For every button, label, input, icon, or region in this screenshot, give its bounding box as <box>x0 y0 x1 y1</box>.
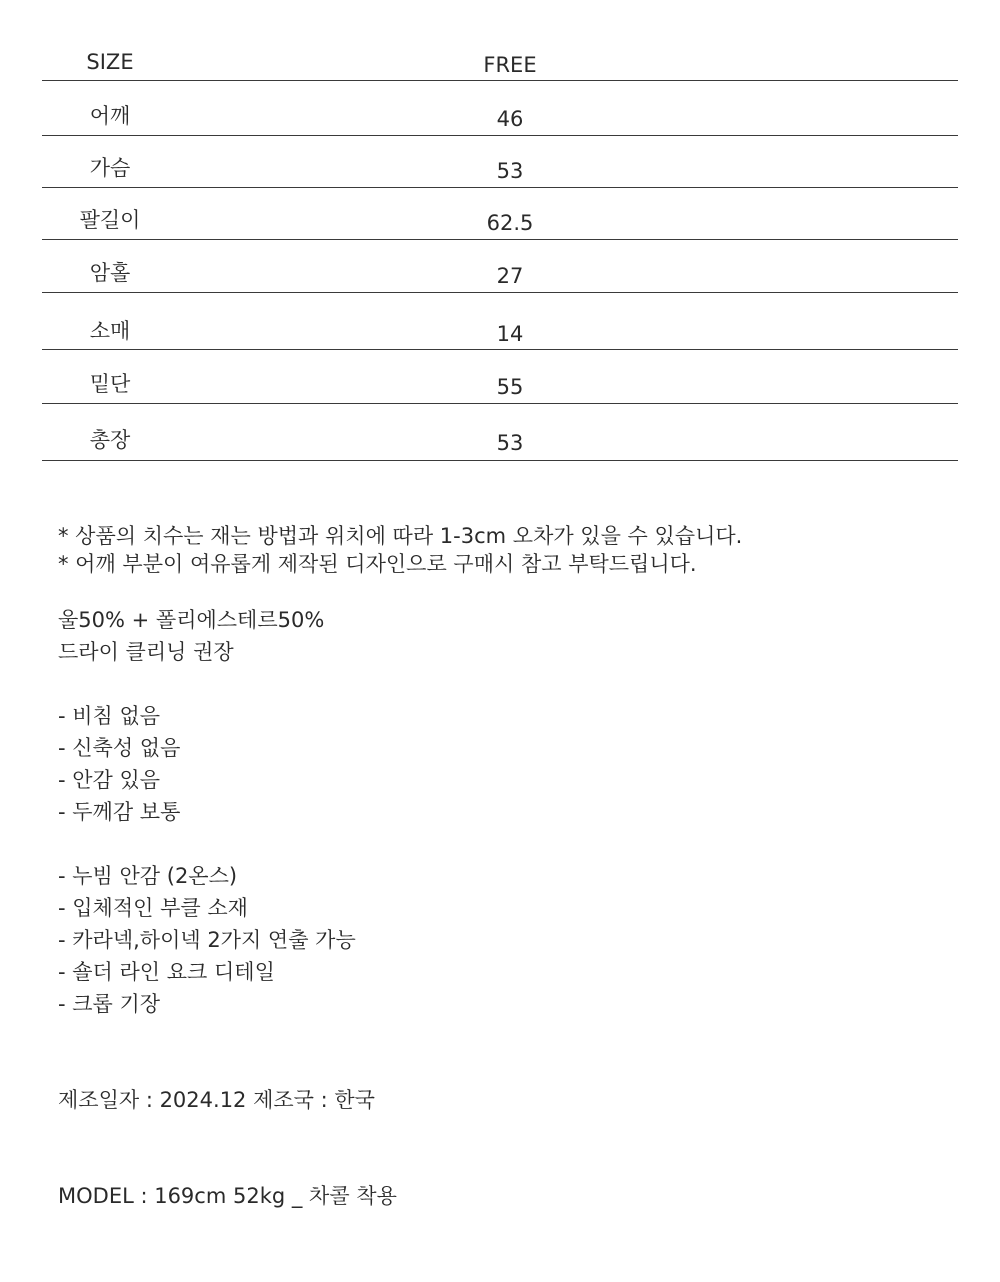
property-item: - 두께감 보통 <box>58 800 181 824</box>
size-table-header <box>42 40 958 81</box>
size-row-label: 소매 <box>89 319 131 343</box>
size-row-label: 총장 <box>89 428 131 452</box>
size-header-value: FREE <box>483 53 537 77</box>
size-row-armhole <box>42 240 958 293</box>
size-row-value: 46 <box>496 107 524 131</box>
size-row-label: 밑단 <box>89 372 131 396</box>
disclaimer-measurement: * 상품의 치수는 재는 방법과 위치에 따라 1-3cm 오차가 있을 수 있습니다. <box>58 524 743 548</box>
size-row-label: 암홀 <box>89 261 131 285</box>
feature-item: - 카라넥,하이넥 2가지 연출 가능 <box>58 928 356 952</box>
care-text: 드라이 클리닝 권장 <box>58 640 234 664</box>
feature-item: - 누빔 안감 (2온스) <box>58 864 238 888</box>
size-row-value: 27 <box>496 264 524 288</box>
manufacture-info: 제조일자 : 2024.12 제조국 : 한국 <box>58 1088 375 1112</box>
size-row-value: 62.5 <box>486 211 534 235</box>
property-item: - 비침 없음 <box>58 704 161 728</box>
feature-item: - 크롭 기장 <box>58 992 161 1016</box>
size-row-shoulder <box>42 81 958 136</box>
material-text: 울50% + 폴리에스테르50% <box>58 608 325 632</box>
size-row-chest <box>42 136 958 188</box>
size-row-sleeve <box>42 293 958 350</box>
property-item: - 신축성 없음 <box>58 736 181 760</box>
size-row-value: 53 <box>496 431 524 455</box>
size-table <box>42 40 958 461</box>
feature-item: - 입체적인 부클 소재 <box>58 896 248 920</box>
size-row-label: 가슴 <box>89 156 131 180</box>
size-row-total-length <box>42 404 958 461</box>
property-item: - 안감 있음 <box>58 768 161 792</box>
size-row-label: 어깨 <box>89 104 131 128</box>
size-row-sleeve-length <box>42 188 958 240</box>
size-row-value: 55 <box>496 375 524 399</box>
feature-item: - 숄더 라인 요크 디테일 <box>58 960 275 984</box>
size-row-value: 53 <box>496 159 524 183</box>
disclaimer-shoulder: * 어깨 부분이 여유롭게 제작된 디자인으로 구매시 참고 부탁드립니다. <box>58 552 697 576</box>
size-row-label: 팔길이 <box>79 208 141 232</box>
size-row-value: 14 <box>496 322 524 346</box>
size-row-hem <box>42 350 958 404</box>
size-header-label: SIZE <box>86 50 134 74</box>
model-info: MODEL : 169cm 52kg _ 차콜 착용 <box>58 1184 397 1208</box>
